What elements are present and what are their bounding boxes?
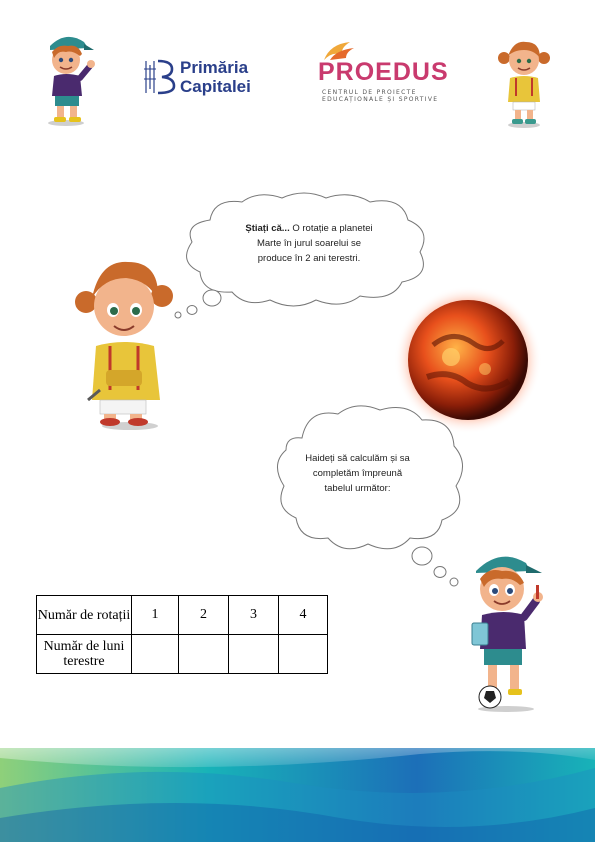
rotations-table: [36, 595, 328, 674]
boy-mascot-with-ball: [466, 545, 550, 713]
column-header-4: 4: [279, 596, 328, 635]
bubble-top-body: O rotație a planetei Marte în jurul soarelui se produce în 2 ani terestri.: [256, 223, 373, 264]
answer-cell-3[interactable]: [229, 635, 279, 674]
girl-mascot-middle: [70, 250, 180, 430]
column-header-3: 3: [229, 596, 279, 635]
answer-cell-4[interactable]: [279, 635, 328, 674]
proedus-logo: [318, 40, 448, 112]
table-row: [37, 635, 328, 674]
table-row: [37, 596, 328, 635]
answer-cell-2[interactable]: [179, 635, 229, 674]
row-header-months: Număr de luni terestre: [37, 635, 132, 674]
primaria-capitalei-logo: [140, 55, 280, 105]
girl-mascot-top-right: [494, 38, 552, 128]
bubble-top-text: [244, 221, 374, 266]
proedus-wordmark: PROEDUS: [318, 58, 449, 86]
proedus-subtitle-line2: EDUCAȚIONALE ȘI SPORTIVE: [322, 96, 439, 103]
logo-left-line1: Primăria: [180, 58, 249, 77]
answer-cell-1[interactable]: [132, 635, 179, 674]
primaria-emblem-icon: [140, 57, 176, 97]
footer-wave-decoration: [0, 748, 595, 842]
column-header-2: 2: [179, 596, 229, 635]
bubble-top-lead: Știați că...: [245, 223, 290, 234]
proedus-subtitle-line1: CENTRUL DE PROIECTE: [322, 89, 417, 96]
column-header-1: 1: [132, 596, 179, 635]
logo-left-line2: Capitalei: [180, 77, 251, 96]
bubble-bottom-text: Haideți să calculăm și sa completăm împreună tabelul următor:: [305, 453, 410, 494]
boy-mascot-top-left: [38, 26, 98, 126]
row-header-rotations: Număr de rotații: [37, 596, 132, 635]
